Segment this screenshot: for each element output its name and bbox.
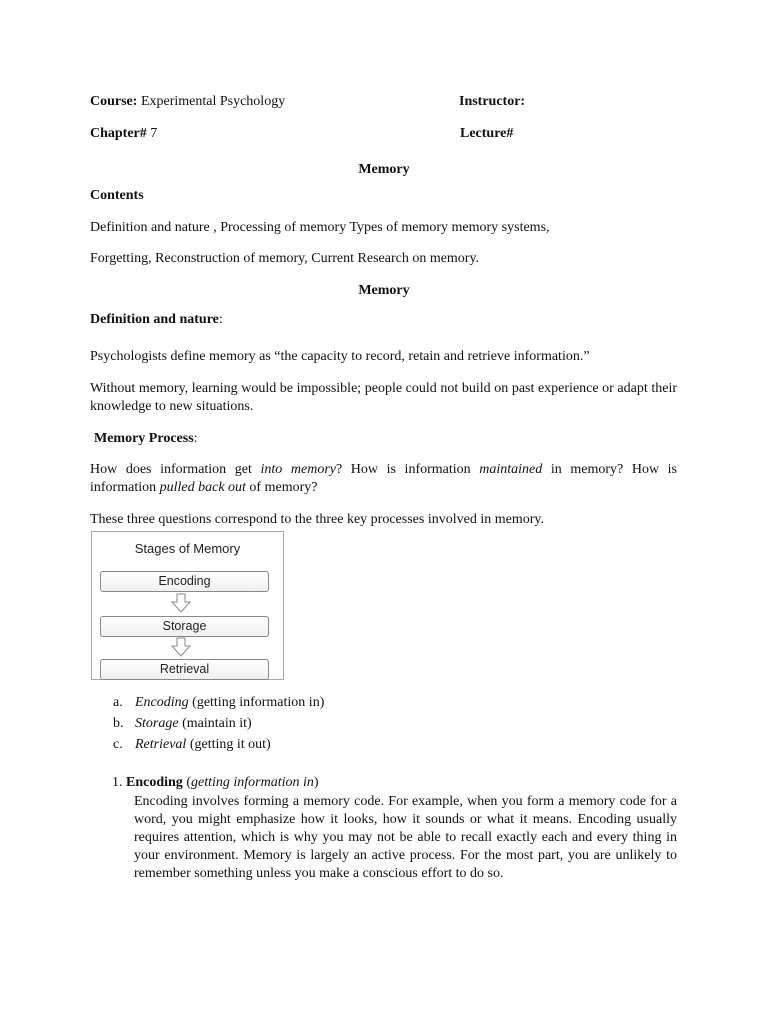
lecture-line [460, 125, 513, 143]
list-item: c. Retrieval (getting it out) [113, 737, 271, 752]
encoding-paragraph: Encoding involves forming a memory code. For example, when you form a memory code for a word, you might emphasize how it looks, how it sounds or what it means. Encoding usually requires attention, which is why you may not be able to recall exactly each and every thing in your environment. Memory is largely an active process. For the most part, you are unlikely to remember something unless you make a conscious effort to do so. [134, 794, 677, 881]
course-label: Course: [90, 94, 138, 109]
down-arrow-icon [171, 637, 191, 657]
chapter-label: Chapter# [90, 126, 147, 141]
contents-heading: Contents [90, 188, 144, 203]
course-line [90, 93, 285, 111]
process-questions: How does information get into memory? How is information maintained in memory? How is information pulled back out of memory? [90, 462, 677, 495]
stage-box-retrieval: Retrieval [100, 659, 269, 680]
chapter-line [90, 125, 157, 143]
process-heading: Memory Process: [94, 431, 198, 446]
instructor-label: Instructor: [459, 94, 526, 109]
process-intro: These three questions correspond to the three key processes involved in memory. [90, 512, 544, 527]
contents-line-2: Forgetting, Reconstruction of memory, Current Research on memory. [90, 251, 480, 266]
stage-box-encoding: Encoding [100, 571, 269, 592]
contents-line-1: Definition and nature , Processing of memory Types of memory memory systems, [90, 220, 550, 235]
instructor-line [459, 93, 525, 111]
list-item: a. Encoding (getting information in) [113, 695, 325, 710]
chapter-value: 7 [150, 126, 158, 141]
definition-paragraph-1: Psychologists define memory as “the capacity to record, retain and retrieve information.” [90, 349, 590, 364]
stages-of-memory-diagram [91, 531, 284, 680]
list-item: b. Storage (maintain it) [113, 716, 252, 731]
definition-heading: Definition and nature: [90, 312, 223, 327]
encoding-heading: 1. Encoding (getting information in) [112, 775, 319, 790]
down-arrow-icon [171, 593, 191, 613]
lecture-label: Lecture# [460, 126, 514, 141]
diagram-title: Stages of Memory [134, 541, 241, 556]
section-title: Memory [358, 283, 410, 298]
page-title: Memory [358, 162, 410, 177]
definition-paragraph-2: Without memory, learning would be impossible; people could not build on past experience or adapt their knowledge to new situations. [90, 381, 677, 414]
stage-box-storage: Storage [100, 616, 269, 637]
course-value: Experimental Psychology [140, 94, 286, 109]
